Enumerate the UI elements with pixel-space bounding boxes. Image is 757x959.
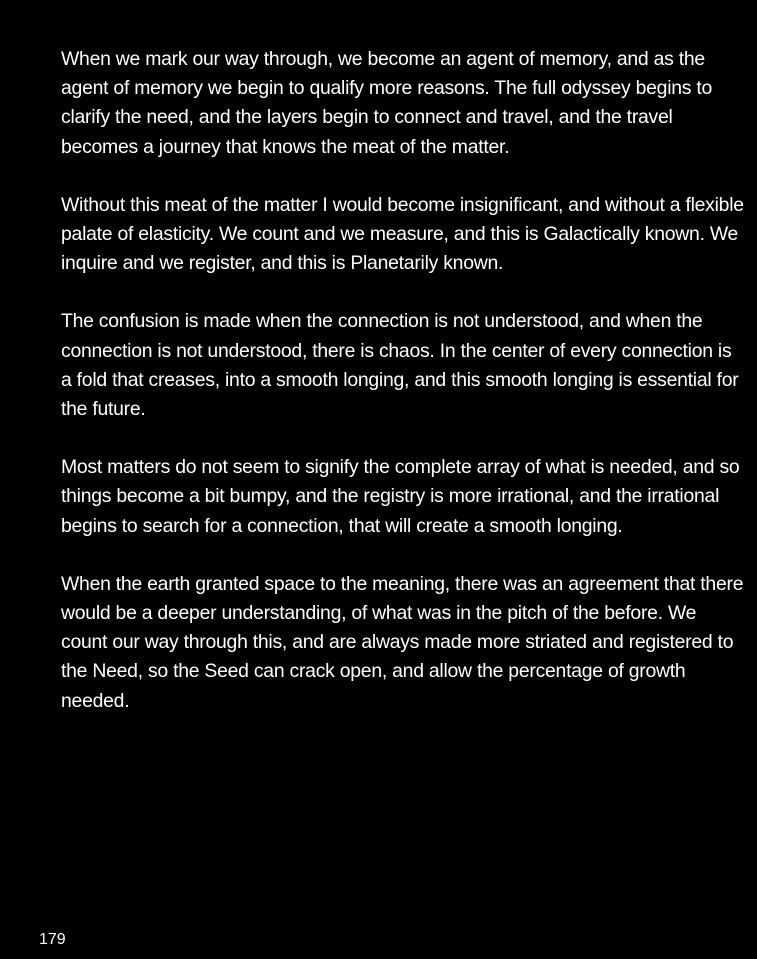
- page-number: 179: [39, 931, 66, 948]
- paragraph-1: When we mark our way through, we become an agent of memory, and as the agent of memory we begin to qualify more reasons. The full odyssey begins to clarify the need, and the layers begin to connect and travel, and the travel becomes a journey that knows the meat of the matter.: [61, 48, 713, 158]
- paragraph-4: Most matters do not seem to signify the complete array of what is needed, and so things become a bit bumpy, and the registry is more irrational, and the irrational begins to search for a connection, that will create a smooth longing.: [61, 456, 740, 537]
- paragraph-3: The confusion is made when the connection is not understood, and when the connection is not understood, there is chaos. In the center of every connection is a fold that creases, into a smooth longing, and this smooth longing is essential for the future.: [61, 310, 739, 421]
- paragraph-2: Without this meat of the matter I would become insignificant, and without a flexible palate of elasticity. We count and we measure, and this is Galactically known. We inquire and we register, and this is Planetarily known.: [61, 193, 744, 275]
- paragraph-5: When the earth granted space to the meaning, there was an agreement that there would be a deeper understanding, of what was in the pitch of the before. We count our way through this, and are always made more striated and registered to the Need, so the Seed can crack open, and allow the percentage of growth needed.: [61, 572, 744, 712]
- document-body: [61, 45, 745, 745]
